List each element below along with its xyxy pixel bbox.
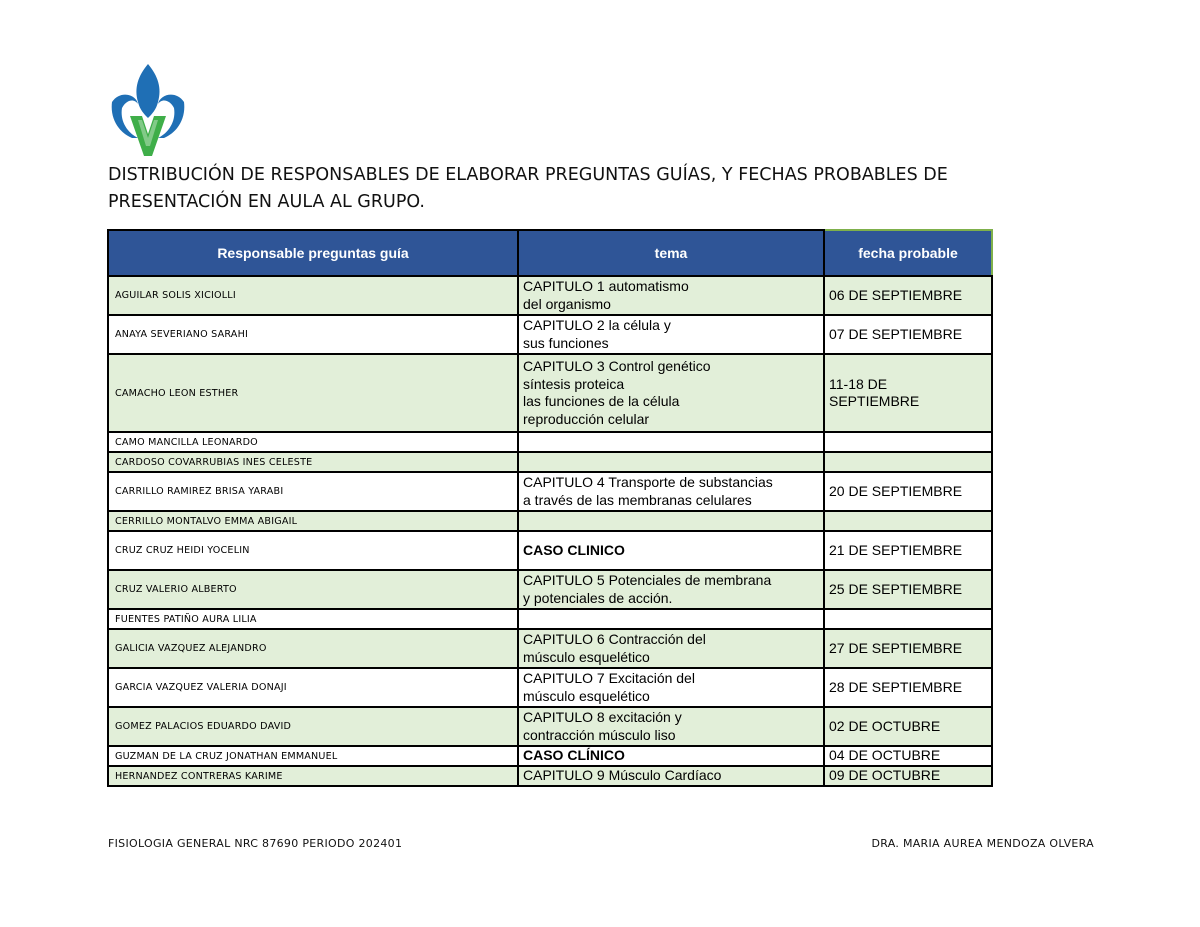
- date-cell: [824, 452, 992, 472]
- date-cell: [824, 432, 992, 452]
- table-row: [108, 707, 992, 746]
- responsible-name: CARDOSO COVARRUBIAS INES CELESTE: [108, 452, 518, 472]
- table-row: [108, 432, 992, 452]
- responsible-name: GUZMAN DE LA CRUZ JONATHAN EMMANUEL: [108, 746, 518, 766]
- document-title: DISTRIBUCIÓN DE RESPONSABLES DE ELABORAR PREGUNTAS GUÍAS, Y FECHAS PROBABLES DE PRESENTACIÓN EN AULA AL GRUPO.: [108, 165, 948, 212]
- table-row: [108, 452, 992, 472]
- responsible-name: ANAYA SEVERIANO SARAHI: [108, 315, 518, 354]
- date-cell: 07 DE SEPTIEMBRE: [824, 315, 992, 354]
- topic-cell: CAPITULO 4 Transporte de substancias a través de las membranas celulares: [518, 472, 824, 511]
- date-cell: 11-18 DE SEPTIEMBRE: [824, 354, 992, 432]
- table-row: [108, 570, 992, 609]
- header-responsible: Responsable preguntas guía: [108, 230, 518, 276]
- topic-cell: CAPITULO 1 automatismo del organismo: [518, 276, 824, 315]
- table-row: [108, 315, 992, 354]
- topic-cell: [518, 609, 824, 629]
- topic-cell: [518, 452, 824, 472]
- table-row: [108, 746, 992, 766]
- responsible-name: CRUZ CRUZ HEIDI YOCELIN: [108, 531, 518, 570]
- topic-cell: CAPITULO 5 Potenciales de membrana y potenciales de acción.: [518, 570, 824, 609]
- topic-cell: CASO CLINICO: [518, 531, 824, 570]
- responsibles-table: [107, 229, 993, 787]
- header-topic: tema: [518, 230, 824, 276]
- table-row: [108, 609, 992, 629]
- university-logo: [108, 62, 188, 160]
- responsible-name: AGUILAR SOLIS XICIOLLI: [108, 276, 518, 315]
- responsible-name: HERNANDEZ CONTRERAS KARIME: [108, 766, 518, 786]
- date-cell: 27 DE SEPTIEMBRE: [824, 629, 992, 668]
- date-cell: 28 DE SEPTIEMBRE: [824, 668, 992, 707]
- responsible-name: CRUZ VALERIO ALBERTO: [108, 570, 518, 609]
- date-cell: [824, 609, 992, 629]
- date-cell: 21 DE SEPTIEMBRE: [824, 531, 992, 570]
- topic-cell: CAPITULO 3 Control genético síntesis proteica las funciones de la célula reproducción celular: [518, 354, 824, 432]
- responsible-name: CERRILLO MONTALVO EMMA ABIGAIL: [108, 511, 518, 531]
- date-cell: 04 DE OCTUBRE: [824, 746, 992, 766]
- date-cell: 02 DE OCTUBRE: [824, 707, 992, 746]
- footer-course: FISIOLOGIA GENERAL NRC 87690 PERIODO 202401: [108, 837, 403, 850]
- responsible-name: CAMACHO LEON ESTHER: [108, 354, 518, 432]
- responsible-name: GALICIA VAZQUEZ ALEJANDRO: [108, 629, 518, 668]
- date-cell: [824, 511, 992, 531]
- date-cell: 20 DE SEPTIEMBRE: [824, 472, 992, 511]
- date-cell: 25 DE SEPTIEMBRE: [824, 570, 992, 609]
- responsible-name: CARRILLO RAMIREZ BRISA YARABI: [108, 472, 518, 511]
- header-date: fecha probable: [824, 230, 992, 276]
- topic-cell: CAPITULO 9 Músculo Cardíaco: [518, 766, 824, 786]
- topic-cell: CAPITULO 8 excitación y contracción músculo liso: [518, 707, 824, 746]
- topic-cell: CAPITULO 7 Excitación del músculo esquelético: [518, 668, 824, 707]
- topic-cell: CASO CLÍNICO: [518, 746, 824, 766]
- table-row: [108, 354, 992, 432]
- table-row: [108, 472, 992, 511]
- date-cell: 06 DE SEPTIEMBRE: [824, 276, 992, 315]
- table-row: [108, 668, 992, 707]
- responsible-name: FUENTES PATIÑO AURA LILIA: [108, 609, 518, 629]
- table-row: [108, 511, 992, 531]
- responsible-name: CAMO MANCILLA LEONARDO: [108, 432, 518, 452]
- topic-cell: CAPITULO 6 Contracción del músculo esquelético: [518, 629, 824, 668]
- date-cell: 09 DE OCTUBRE: [824, 766, 992, 786]
- table-row: [108, 276, 992, 315]
- footer-teacher: DRA. MARIA AUREA MENDOZA OLVERA: [871, 837, 1094, 850]
- table-row: [108, 766, 992, 786]
- responsible-name: GARCIA VAZQUEZ VALERIA DONAJI: [108, 668, 518, 707]
- topic-cell: CAPITULO 2 la célula y sus funciones: [518, 315, 824, 354]
- table-header-row: [108, 230, 992, 276]
- topic-cell: [518, 511, 824, 531]
- responsible-name: GOMEZ PALACIOS EDUARDO DAVID: [108, 707, 518, 746]
- topic-cell: [518, 432, 824, 452]
- table-row: [108, 629, 992, 668]
- table-row: [108, 531, 992, 570]
